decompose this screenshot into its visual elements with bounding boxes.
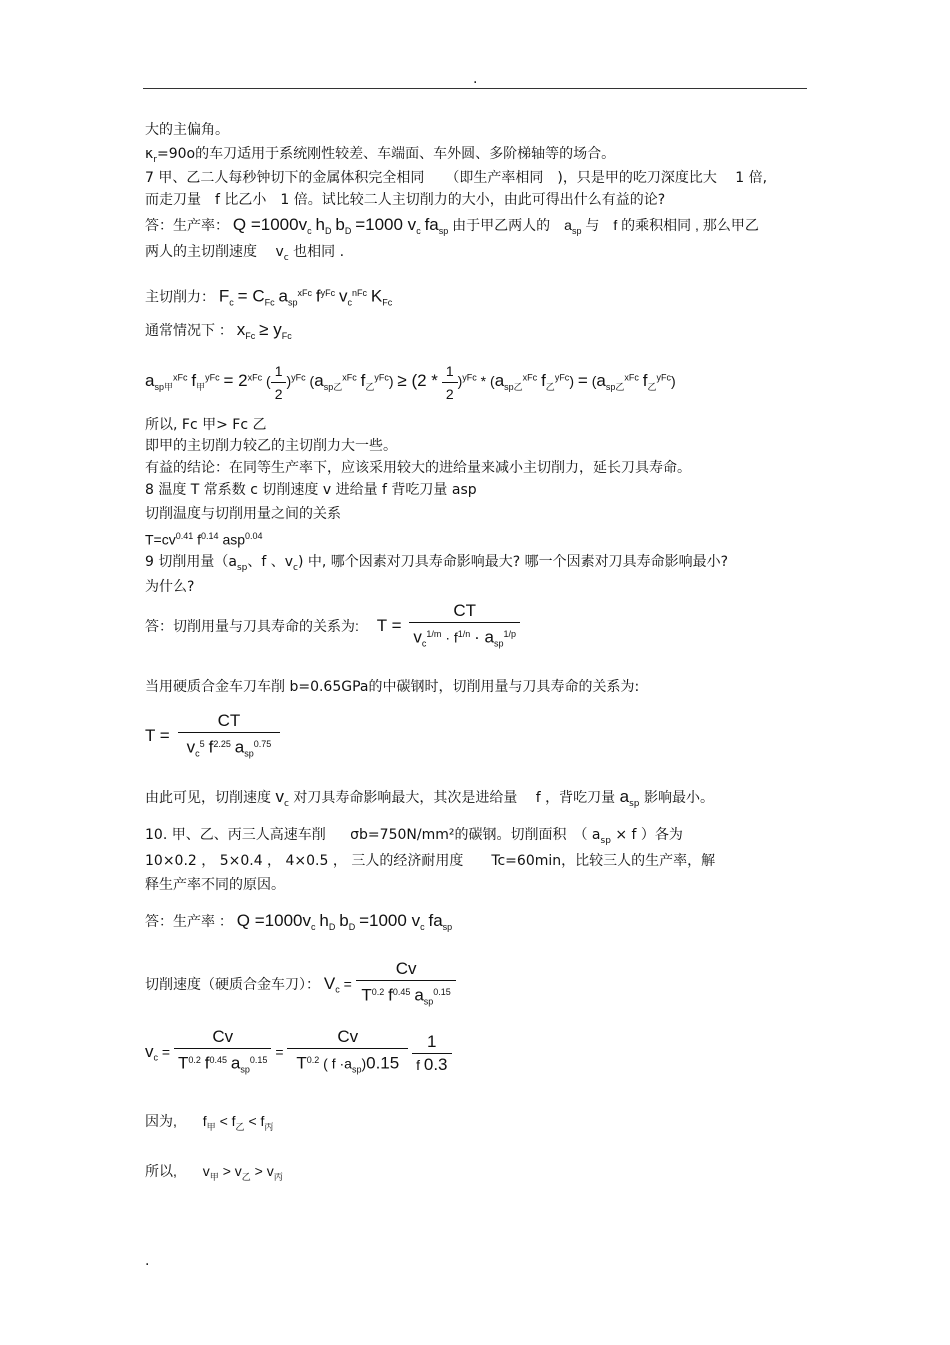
line-5-productivity: 答：生产率： $Q =1000v_c$ $h_D$ $b_D =1000$ $v_c$ $fa_{sp}$ 由于甲乙两人的 $a_{sp}$ 与 f 的乘积相同 , 那么甲乙 [145,215,759,236]
line-4: 而走刀量 f 比乙小 1 倍。试比较二人主切削力的大小，由此可得出什么有益的论? [145,192,666,208]
line-16: 为什么? [145,579,195,595]
header-mark: . [473,71,478,87]
kappa-symbol: κ [145,146,154,162]
cutting-speed-formula-1: 切削速度（硬质合金车刀）： $V_c$ = $\frac{Cv}{T^{0.2} f^{0.45} a_{sp}^{0.15}}$ [145,960,456,1010]
productivity-formula-2: 答：生产率 ： $Q =1000v_c$ $h_D$ $b_D =1000$ $v_c$ $fa_{sp}$ [145,911,453,932]
line-12: 8 温度 T 常系数 c 切削速度 v 进给量 f 背吃刀量 asp [145,482,477,498]
line-1: 大的主偏角。 [145,122,229,138]
line-22: 10×0.2 ， 5×0.4 ， 4×0.5 ， 三人的经济耐用度 Tc=60min，比较三人的生产率，解 [145,853,716,869]
footer-mark: . [145,1253,150,1269]
line-21: 10. 甲、乙、丙三人高速车削 σb=750N/mm²的碳钢。切削面积 （ $a_{sp} \times f$ ）各为 [145,827,683,846]
line-6: 两人的主切削速度 $v_c$ 也相同 . [145,244,345,263]
line-20: 由此可见，切削速度 $v_c$ 对刀具寿命影响最大，其次是进给量 f ，背吃刀量 $a_{sp}$ 影响最小。 [145,787,714,809]
line-23: 释生产率不同的原因。 [145,877,285,893]
line-long-equation: $a_{sp甲}^{xFc}$ $f_甲^{yFc} = 2^{xFc}$ ( $\frac{1}{2}$ )$^{yFc}$ ($a_{sp乙}^{xFc}$ $f_乙^{yFc}) \ge (2$ * $\frac{1}{2}$ )$^{yFc} * (a_{sp乙}^{xFc}$ $f_乙^{yFc}) = (a_{sp乙}^{xFc}$ $f_乙^{yFc}$) [145,363,676,402]
line-3: 7 甲、乙二人每秒钟切下的金属体积完全相同 （即生产率相同 )，只是甲的吃刀深度比大 1 倍, [145,170,768,186]
cutting-speed-formula-2: $v_c$ = $\frac{Cv}{T^{0.2} f^{0.45} a_{sp}^{0.15}}$ = $\frac{Cv}{T^{0.2} ( f \cdot a_{sp})0.15}$ $\frac{1}{f 0.3}$ [145,1028,452,1078]
line-13: 切削温度与切削用量之间的关系 [145,506,341,522]
line-28: 所以, $v_甲 > v_乙 > v_丙$ [145,1163,283,1182]
line-7-cutting-force: 主切削力： $F_c = C_{Fc}$ $a_{sp}^{xFc}$ $f^{yFc}$ $v_c^{nFc}$ $K_{Fc}$ [145,286,393,308]
header-rule [143,88,807,89]
tool-life-formula-1: 答：切削用量与刀具寿命的关系为: T = $\frac{CT}{v_c^{1/m} \cdot f^{1/n} \cdot a_{sp}^{1/p}}$ [145,602,520,652]
line-9: 所以, Fc 甲> Fc 乙 [145,417,267,433]
line-18: 当用硬质合金车刀车削 b=0.65GPa的中碳钢时，切削用量与刀具寿命的关系为: [145,679,640,695]
line-15: 9 切削用量（$a_{sp}$、f 、$v_c$) 中, 哪个因素对刀具寿命影响最大? 哪一个因素对刀具寿命影响最小? [145,554,729,573]
line-8-condition: 通常情况下 ： $x_{Fc} \ge y_{Fc}$ [145,320,292,341]
line-10: 即甲的主切削力较乙的主切削力大一些。 [145,438,397,454]
line-2: $\kappa_r=90o$的车刀适用于系统刚性较差、车端面、车外圆、多阶梯轴等的场合。 [145,146,616,165]
line-11: 有益的结论：在同等生产率下，应该采用较大的进给量来减小主切削力，延长刀具寿命。 [145,460,691,476]
temperature-formula: $T=cv^{0.41}$ $f^{0.14}$ asp$^{0.04}$ [145,531,263,548]
tool-life-formula-2: T = $\frac{CT}{v_c^5 f^{2.25} a_{sp}^{0.75}}$ [145,712,280,762]
line-27: 因为, $f_甲 < f_乙 < f_丙$ [145,1113,274,1132]
